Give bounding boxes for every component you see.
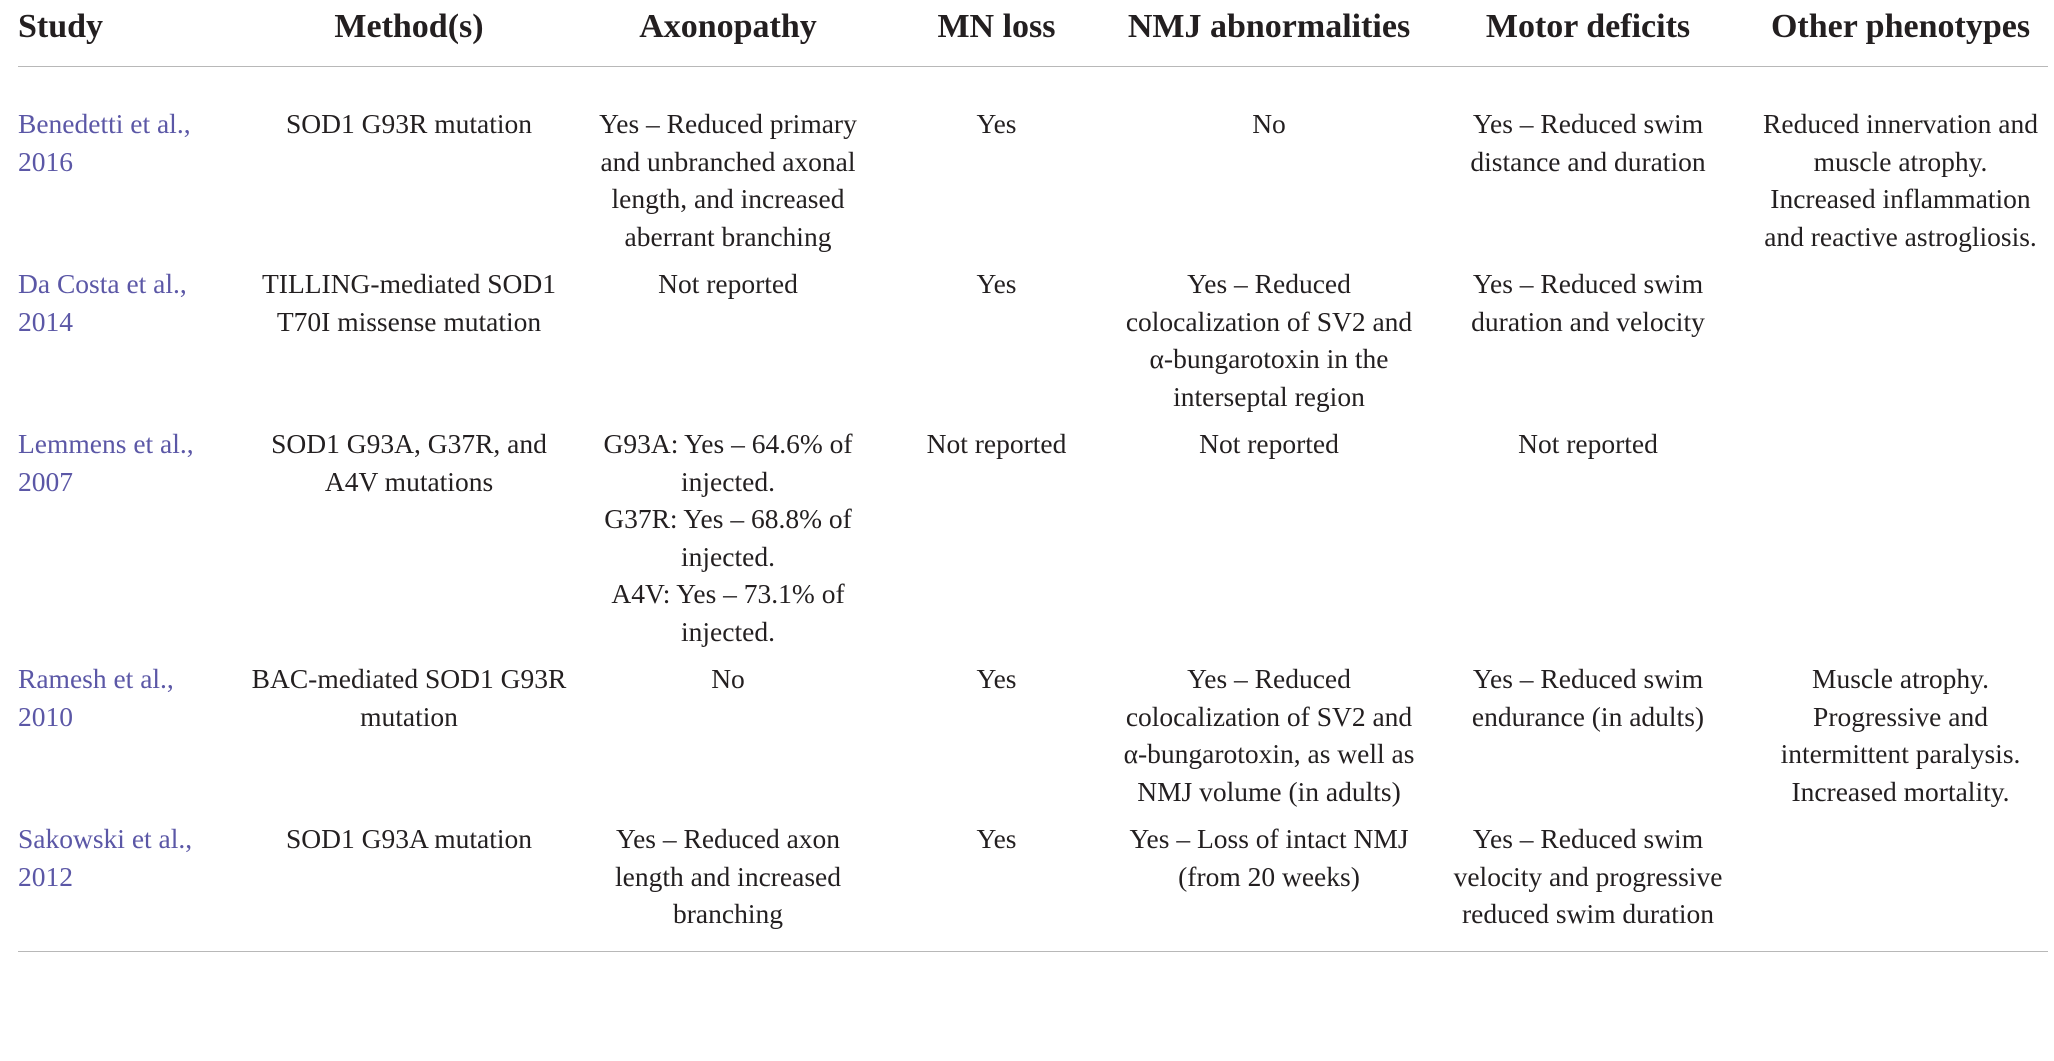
motor-cell: Yes – Reduced swim distance and duration — [1470, 108, 1706, 177]
header-axonopathy: Axonopathy — [578, 0, 878, 67]
nmj-cell: No — [1252, 108, 1286, 139]
method-cell: BAC-mediated SOD1 G93R mutation — [251, 663, 567, 732]
header-mn-loss: MN loss — [878, 0, 1115, 67]
axonopathy-line: G37R: Yes – 68.8% of injected. — [604, 503, 852, 572]
mn-loss-cell: Yes — [976, 663, 1017, 694]
table-row — [18, 820, 2048, 951]
axonopathy-cell — [578, 425, 878, 660]
header-row — [18, 0, 2048, 67]
axonopathy-line: A4V: Yes – 73.1% of injected. — [611, 578, 845, 647]
table-header — [18, 0, 2048, 67]
axonopathy-line: G93A: Yes – 64.6% of injected. — [603, 428, 853, 497]
zebrafish-als-study-table — [18, 0, 2048, 952]
axonopathy-cell: Yes – Reduced primary and unbranched axonal length, and increased aberrant branching — [599, 108, 857, 252]
study-link[interactable]: Ramesh et al., 2010 — [18, 663, 174, 732]
method-cell: TILLING-mediated SOD1 T70I missense mutation — [261, 268, 556, 337]
method-cell: SOD1 G93A mutation — [240, 820, 578, 951]
header-study: Study — [18, 0, 240, 67]
nmj-cell: Not reported — [1199, 428, 1339, 459]
header-method: Method(s) — [240, 0, 578, 67]
other-cell: Reduced innervation and muscle atrophy. Increased inflammation and reactive astrogliosis. — [1763, 108, 2038, 252]
method-cell: SOD1 G93R mutation — [286, 108, 532, 139]
table-body — [18, 67, 2048, 952]
nmj-cell: Yes – Reduced colocalization of SV2 and α-bungarotoxin in the interseptal region — [1125, 268, 1413, 412]
axonopathy-cell: Yes – Reduced axon length and increased branching — [578, 820, 878, 951]
mn-loss-cell: Yes — [976, 108, 1017, 139]
header-motor: Motor deficits — [1423, 0, 1753, 67]
table-row — [18, 660, 2048, 820]
axonopathy-cell: No — [711, 663, 745, 694]
study-link[interactable]: Da Costa et al., 2014 — [18, 268, 187, 337]
header-nmj: NMJ abnormalities — [1115, 0, 1423, 67]
header-other: Other phenotypes — [1753, 0, 2048, 67]
other-cell — [1753, 425, 2048, 660]
mn-loss-cell: Yes — [878, 820, 1115, 951]
other-cell: Muscle atrophy. Progressive and intermittent paralysis. Increased mortality. — [1780, 663, 2021, 807]
nmj-cell: Yes – Reduced colocalization of SV2 and α-bungarotoxin, as well as NMJ volume (in adults) — [1123, 663, 1415, 807]
motor-cell: Yes – Reduced swim duration and velocity — [1471, 268, 1705, 337]
other-cell — [1753, 820, 2048, 951]
study-link[interactable]: Lemmens et al., 2007 — [18, 428, 194, 497]
mn-loss-cell: Yes — [976, 268, 1017, 299]
other-cell — [1753, 265, 2048, 425]
table-row — [18, 265, 2048, 425]
method-cell: SOD1 G93A, G37R, and A4V mutations — [271, 428, 547, 497]
table-row — [18, 67, 2048, 266]
nmj-cell: Yes – Loss of intact NMJ (from 20 weeks) — [1115, 820, 1423, 951]
study-table-container — [18, 0, 2048, 952]
mn-loss-cell: Not reported — [926, 428, 1067, 459]
motor-cell: Yes – Reduced swim velocity and progressive reduced swim duration — [1423, 820, 1753, 951]
table-row — [18, 425, 2048, 660]
motor-cell: Not reported — [1518, 428, 1658, 459]
axonopathy-cell: Not reported — [658, 268, 798, 299]
study-link[interactable]: Benedetti et al., 2016 — [18, 108, 191, 177]
motor-cell: Yes – Reduced swim endurance (in adults) — [1471, 663, 1705, 732]
study-link[interactable]: Sakowski et al., 2012 — [18, 820, 240, 951]
